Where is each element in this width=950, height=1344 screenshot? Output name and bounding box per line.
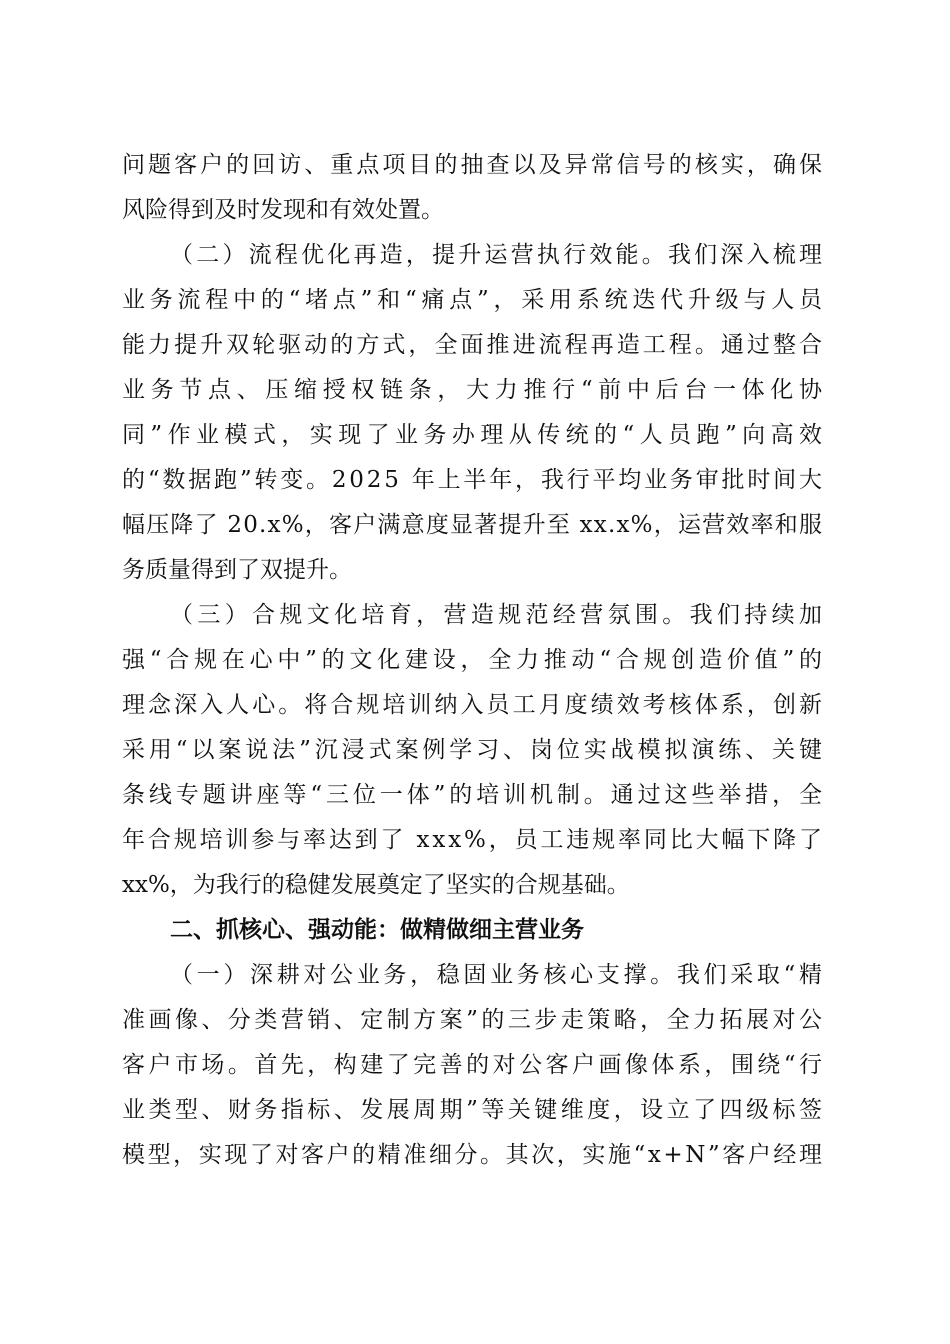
text-line <box>122 635 827 680</box>
subheading-line <box>122 590 827 635</box>
text-line <box>122 770 826 815</box>
line-text: 强“合规在心中”的文化建设，全力推动“合规创造价值”的 <box>122 647 827 673</box>
line-text: 风险得到及时发现和有效处置。 <box>122 197 444 223</box>
text-line <box>122 140 826 185</box>
line-text: 客户市场。首先，构建了完善的对公客户画像体系，围绕“行 <box>122 1052 826 1078</box>
heading-text: 二、抓核心、强动能：做精做细主营业务 <box>170 917 584 943</box>
line-text: 问题客户的回访、重点项目的抽查以及异常信号的核实，确保 <box>122 152 826 178</box>
subheading-line <box>122 950 826 995</box>
section-heading <box>122 905 822 950</box>
text-line <box>122 545 822 590</box>
line-text: 模型，实现了对客户的精准细分。其次，实施“x+N”客户经理 <box>122 1142 825 1168</box>
line-text: （一）深耕对公业务，稳固业务核心支撑。我们采取“精 <box>170 962 826 988</box>
text-line <box>122 500 822 545</box>
line-text: 准画像、分类营销、定制方案”的三步走策略，全力拓展对公 <box>122 1007 826 1033</box>
text-line <box>122 1130 825 1175</box>
line-text: 条线专题讲座等“三位一体”的培训机制。通过这些举措，全 <box>122 782 826 808</box>
line-text: 业务流程中的“堵点”和“痛点”，采用系统迭代升级与人员 <box>122 287 827 313</box>
line-text: 业类型、财务指标、发展周期”等关键维度，设立了四级标签 <box>122 1097 826 1123</box>
text-line <box>122 410 828 455</box>
body-text <box>122 140 828 1175</box>
text-line <box>122 725 826 770</box>
line-text: 务质量得到了双提升。 <box>122 557 352 583</box>
line-text: 年合规培训参与率达到了 xxx%，员工违规率同比大幅下降了 <box>122 827 825 853</box>
line-text: （三）合规文化培育，营造规范经营氛围。我们持续加 <box>170 602 827 628</box>
line-text: xx%，为我行的稳健发展奠定了坚实的合规基础。 <box>122 872 630 898</box>
text-line <box>122 680 826 725</box>
line-text: 业务节点、压缩授权链条，大力推行“前中后台一体化协 <box>122 377 828 403</box>
text-line <box>122 320 826 365</box>
text-line <box>122 1040 826 1085</box>
text-line <box>122 185 822 230</box>
line-text: 同”作业模式，实现了业务办理从传统的“人员跑”向高效 <box>122 422 828 448</box>
line-text: 采用“以案说法”沉浸式案例学习、岗位实战模拟演练、关键 <box>122 737 826 763</box>
text-line <box>122 815 825 860</box>
text-line <box>122 1085 826 1130</box>
line-text: 理念深入人心。将合规培训纳入员工月度绩效考核体系，创新 <box>122 692 826 718</box>
line-text: 的“数据跑”转变。2025 年上半年，我行平均业务审批时间大 <box>122 467 825 493</box>
subheading-line <box>122 230 826 275</box>
text-line <box>122 365 828 410</box>
text-line <box>122 275 827 320</box>
text-line <box>122 995 826 1040</box>
text-line <box>122 455 825 500</box>
line-text: （二）流程优化再造，提升运营执行效能。我们深入梳理 <box>170 242 826 268</box>
text-line <box>122 860 822 905</box>
line-text: 能力提升双轮驱动的方式，全面推进流程再造工程。通过整合 <box>122 332 826 358</box>
line-text: 幅压降了 20.x%，客户满意度显著提升至 xx.x%，运营效率和服 <box>122 512 824 538</box>
